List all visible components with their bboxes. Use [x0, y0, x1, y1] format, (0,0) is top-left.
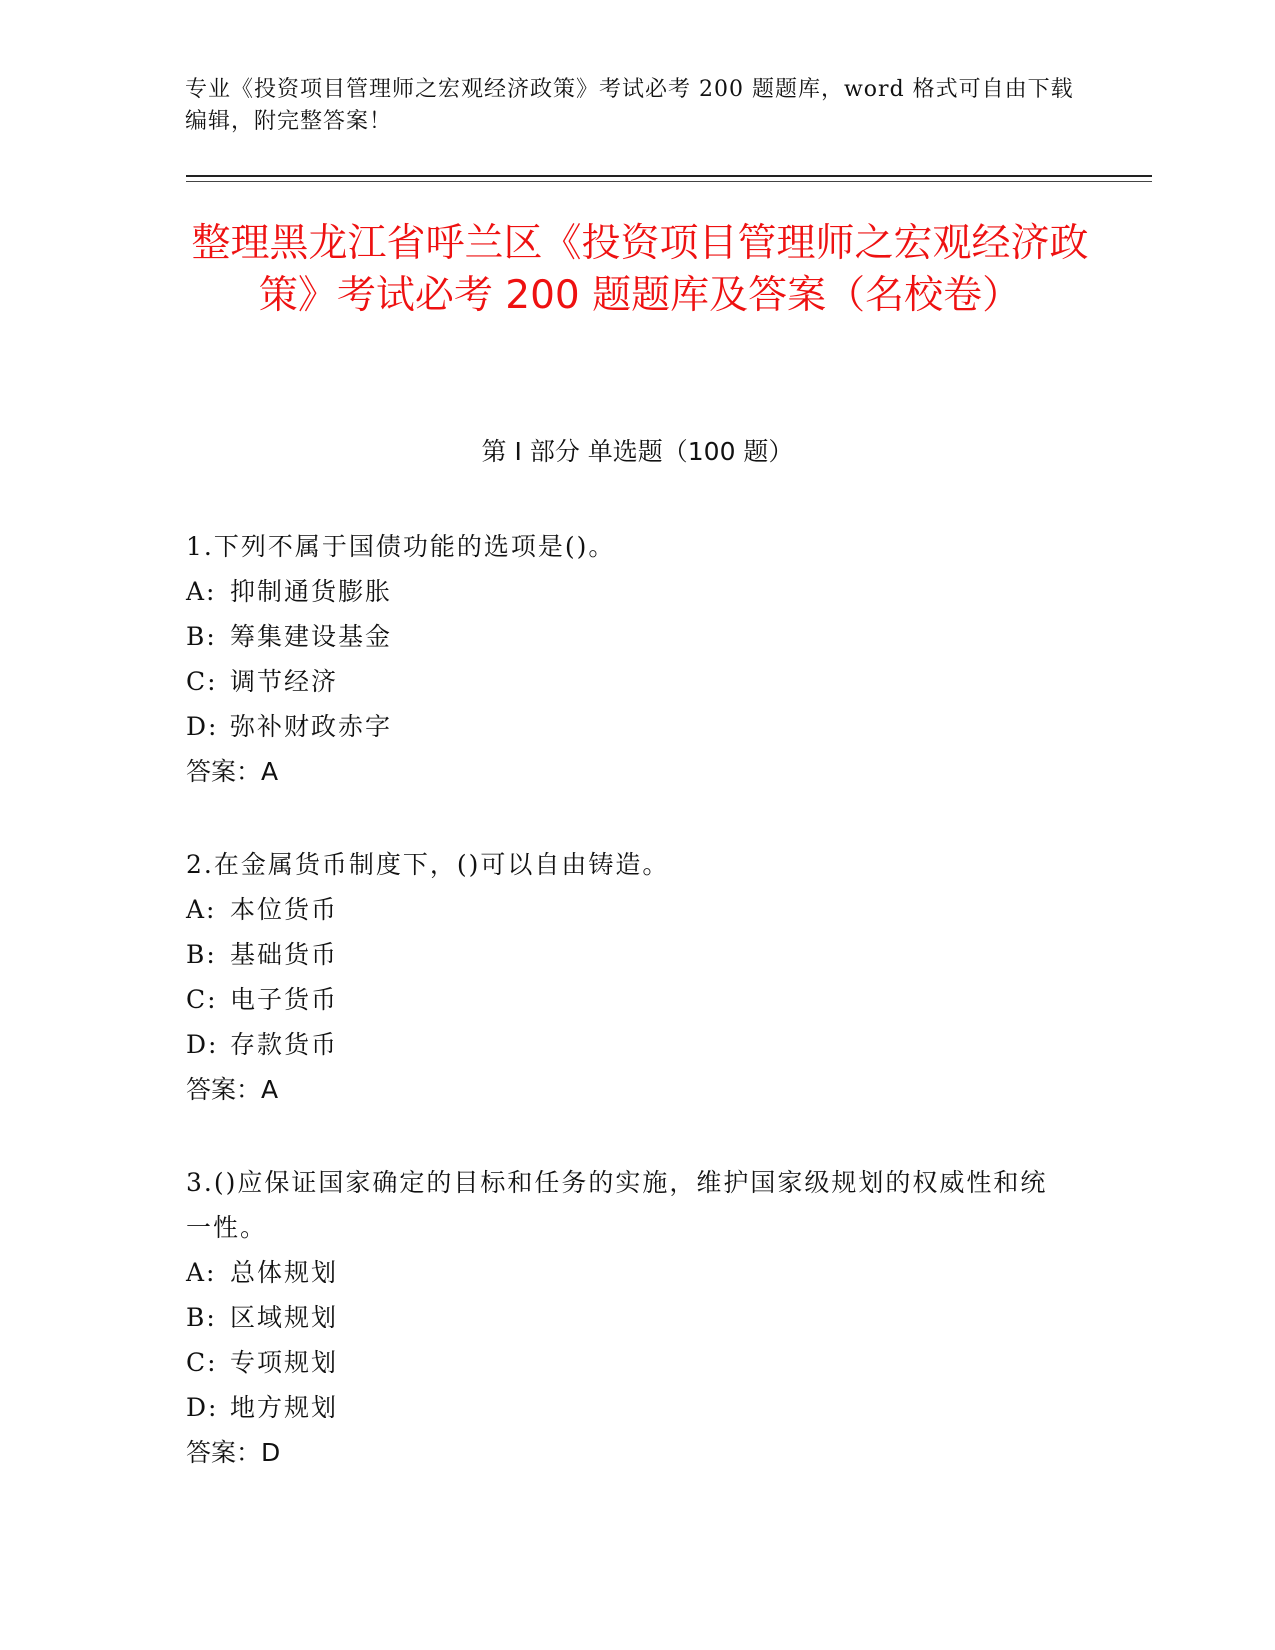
- option-d: [186, 1022, 1066, 1067]
- option-text: 抑制通货膨胀: [230, 577, 393, 606]
- question-3: [186, 1160, 1066, 1475]
- option-letter: A:: [186, 577, 217, 606]
- answer-line: 答案：A: [186, 757, 279, 786]
- option-letter: D:: [186, 1393, 219, 1422]
- option-d: [186, 1385, 1066, 1430]
- header-divider-thin: [186, 181, 1152, 182]
- option-b: [186, 1295, 1066, 1340]
- option-letter: B:: [186, 1303, 217, 1332]
- question-stem: 3.()应保证国家确定的目标和任务的实施，维护国家级规划的权威性和统一性。: [186, 1168, 1048, 1242]
- option-text: 地方规划: [230, 1393, 339, 1422]
- option-a: [186, 1250, 1066, 1295]
- header-note: 专业《投资项目管理师之宏观经济政策》考试必考 200 题题库，word 格式可自由下载编辑，附完整答案！: [185, 77, 1074, 134]
- option-text: 基础货币: [230, 940, 339, 969]
- option-text: 专项规划: [230, 1348, 339, 1377]
- option-b: [186, 614, 1066, 659]
- option-letter: B:: [186, 622, 217, 651]
- option-letter: B:: [186, 940, 217, 969]
- option-text: 弥补财政赤字: [230, 712, 393, 741]
- option-letter: D:: [186, 712, 219, 741]
- question-2: [186, 842, 1066, 1112]
- option-text: 本位货币: [230, 895, 339, 924]
- option-letter: C:: [186, 667, 218, 696]
- header-divider-thick: [186, 175, 1152, 177]
- option-c: [186, 1340, 1066, 1385]
- question-stem: 2.在金属货币制度下，()可以自由铸造。: [186, 850, 670, 879]
- option-c: [186, 977, 1066, 1022]
- answer-line: 答案：D: [186, 1438, 281, 1467]
- option-text: 区域规划: [230, 1303, 339, 1332]
- option-letter: C:: [186, 1348, 218, 1377]
- option-text: 电子货币: [230, 985, 339, 1014]
- option-a: [186, 887, 1066, 932]
- option-a: [186, 569, 1066, 614]
- option-letter: A:: [186, 895, 217, 924]
- option-letter: D:: [186, 1030, 219, 1059]
- option-b: [186, 932, 1066, 977]
- option-text: 总体规划: [230, 1258, 339, 1287]
- document-title: 整理黑龙江省呼兰区《投资项目管理师之宏观经济政策》考试必考 200 题题库及答案（名校卷）: [191, 221, 1089, 318]
- question-stem: 1.下列不属于国债功能的选项是()。: [186, 532, 616, 561]
- option-text: 筹集建设基金: [230, 622, 393, 651]
- option-letter: C:: [186, 985, 218, 1014]
- option-text: 存款货币: [230, 1030, 339, 1059]
- answer-line: 答案：A: [186, 1075, 279, 1104]
- option-c: [186, 659, 1066, 704]
- option-text: 调节经济: [230, 667, 339, 696]
- question-1: [186, 524, 1066, 794]
- section-heading: 第 I 部分 单选题（100 题）: [481, 437, 794, 466]
- option-d: [186, 704, 1066, 749]
- option-letter: A:: [186, 1258, 217, 1287]
